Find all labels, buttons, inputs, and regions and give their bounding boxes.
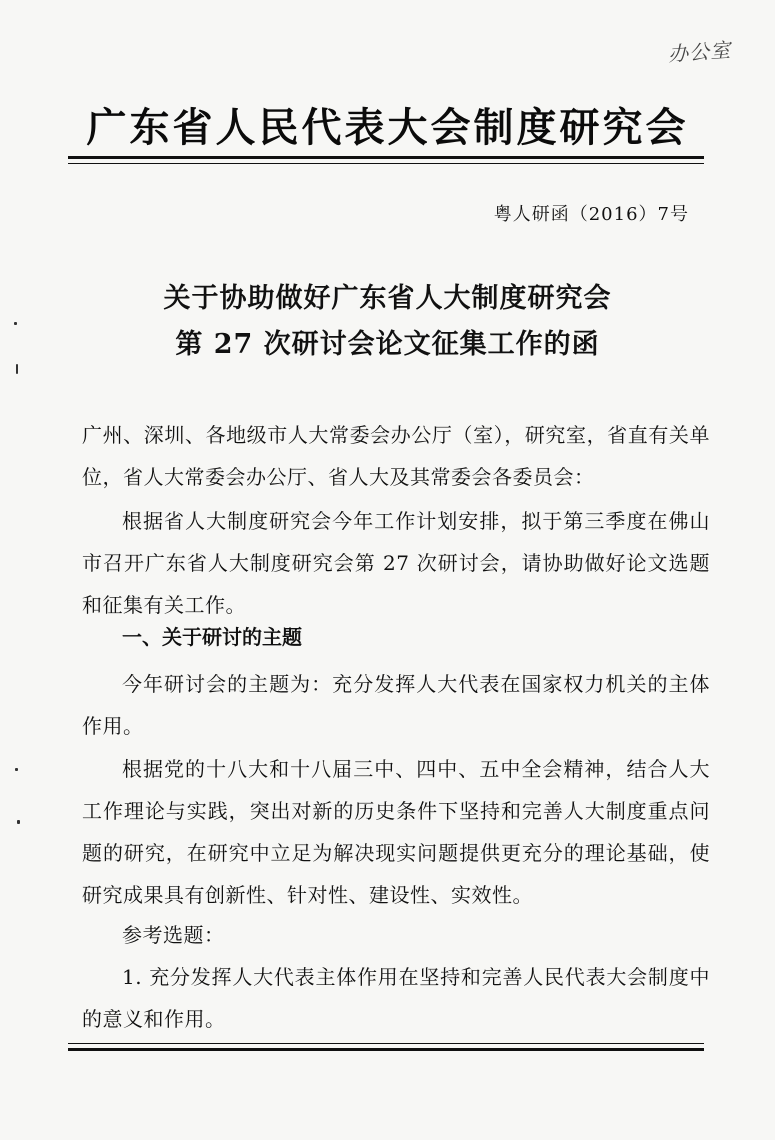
masthead-rule-thin: [68, 163, 704, 164]
document-title-line1: 关于协助做好广东省人大制度研究会: [163, 283, 612, 314]
footer-rule-thin: [68, 1043, 704, 1044]
document-number: 粤人研函（2016）7号: [493, 204, 689, 225]
address-paragraph: 广州、深圳、各地级市人大常委会办公厅（室），研究室，省直有关单位，省人大常委会办公厅、省人大及其常委会各委员会：: [82, 423, 710, 489]
basis-paragraph: 根据党的十八大和十八届三中、四中、五中全会精神，结合人大工作理论与实践，突出对新的历史条件下坚持和完善人大制度重点问题的研究，在研究中立足为解决现实问题提供更充分的理论基础，使研究成果具有创新性、针对性、建设性、实效性。: [82, 757, 710, 907]
reference-label: 参考选题：: [122, 923, 225, 947]
scan-speck: [16, 364, 18, 374]
scan-speck: [17, 820, 20, 824]
scan-speck: [14, 322, 17, 325]
scan-speck: [15, 768, 18, 771]
footer-rule-thick: [68, 1048, 704, 1051]
reference-item-1: 1. 充分发挥人大代表主体作用在坚持和完善人民代表大会制度中的意义和作用。: [82, 965, 710, 1031]
section1-heading: 一、关于研讨的主题: [122, 625, 302, 649]
handwritten-note: 办公室: [667, 37, 732, 67]
masthead-rule-thick: [68, 156, 704, 159]
document-title-line2: 第 27 次研讨会论文征集工作的函: [175, 329, 600, 360]
masthead-title: 广东省人民代表大会制度研究会: [86, 104, 689, 151]
theme-paragraph: 今年研讨会的主题为：充分发挥人大代表在国家权力机关的主体作用。: [82, 672, 710, 738]
intro-paragraph: 根据省人大制度研究会今年工作计划安排，拟于第三季度在佛山市召开广东省人大制度研究会第 27 次研讨会，请协助做好论文选题和征集有关工作。: [82, 509, 710, 617]
